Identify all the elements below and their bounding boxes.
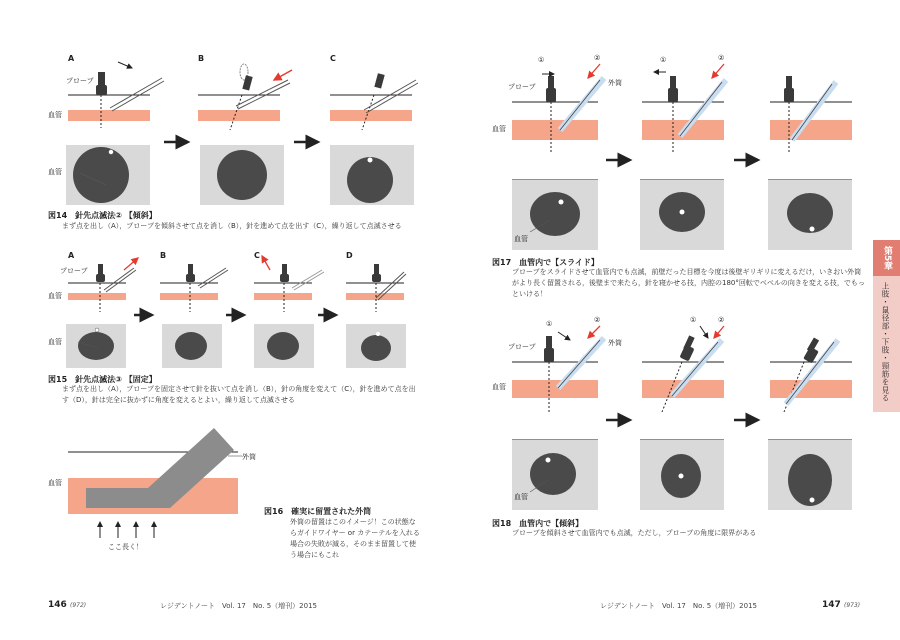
step-marker: ① bbox=[690, 316, 697, 324]
step-marker: ② bbox=[718, 54, 725, 62]
vessel-label: 血管 bbox=[514, 235, 528, 243]
fig17-caption-body: がより長く留置される，後壁まで来たら，針を寝かせる技，内腔の180°回転でベベルの向きを変える技，でもっ bbox=[512, 279, 865, 287]
fig18-ultrasound-views bbox=[512, 420, 852, 510]
fig14-ultrasound-views bbox=[66, 142, 414, 205]
fig15-ultrasound-views bbox=[66, 315, 406, 368]
step-marker: ① bbox=[546, 320, 553, 328]
outer-cannula-label: 外筒 bbox=[242, 453, 256, 461]
fig15-panel-b-side bbox=[160, 264, 228, 312]
fig15-panel-c-side bbox=[254, 256, 324, 312]
fig15-panel-label: C bbox=[254, 251, 260, 260]
step-marker: ② bbox=[718, 316, 725, 324]
page-ref: (973) bbox=[844, 602, 861, 609]
outer-cannula-label: 外筒 bbox=[608, 339, 622, 347]
chapter-heading: 第5章 bbox=[873, 240, 900, 276]
fig14-caption-body: まず点を出し（A），プローブを傾斜させて点を消し（B），針を進めて点を出す（C），繰り返して点滅させる bbox=[62, 222, 402, 230]
page-ref: (972) bbox=[70, 602, 87, 609]
fig14-panel-label: C bbox=[330, 54, 336, 63]
page-number: 146 bbox=[48, 600, 67, 610]
probe-label: プローブ bbox=[60, 267, 88, 275]
fig15-panel-label: B bbox=[160, 251, 167, 260]
fig17-side-views bbox=[512, 64, 852, 152]
probe-label: プローブ bbox=[508, 343, 536, 351]
fig15-caption-body: まず点を出し（A），プローブを固定させて針を抜いて点を消し（B），針の角度を変えて（C），針を進めて点を出 bbox=[62, 385, 416, 393]
fig17-caption-body: といける！ bbox=[512, 290, 547, 298]
fig16-caption-line: らガイドワイヤー or カテーテルを入れる bbox=[290, 529, 420, 537]
vessel-label: 血管 bbox=[48, 479, 62, 487]
fig17-panel-3-side bbox=[770, 76, 852, 152]
fig17-panel-1-side bbox=[512, 64, 604, 152]
fig14-panel-label: A bbox=[68, 54, 75, 63]
journal-footer: レジデントノート Vol. 17 No. 5（増刊）2015 bbox=[600, 602, 757, 610]
vessel-label: 血管 bbox=[492, 125, 506, 133]
fig14-side-views bbox=[68, 62, 418, 130]
step-marker: ② bbox=[594, 316, 601, 324]
step-marker: ② bbox=[594, 54, 601, 62]
fig15-caption-body: す（D），針は完全に抜かずに角度を変えるとよい，繰り返して点滅させる bbox=[62, 396, 295, 404]
fig16-caption-line: 外筒の留置はこのイメージ！この状態な bbox=[290, 518, 416, 526]
fig18-panel-3-side bbox=[770, 337, 852, 412]
chapter-subtitle: 上肢・鼠径部・下肢・頸筋を見る bbox=[881, 282, 890, 402]
fig16-caption-line: 場合の失敗が減る，そのまま留置して使 bbox=[290, 540, 416, 548]
fig17-caption-title: 図17 血管内で【スライド】 bbox=[492, 258, 599, 267]
fig15-panel-label: A bbox=[68, 251, 75, 260]
fig17-caption-body: プローブをスライドさせて血管内でも点滅，前壁だった目標を今度は後壁ギリギリに変えるだけ，いきおい外筒 bbox=[512, 268, 862, 276]
vessel-label: 血管 bbox=[48, 292, 62, 300]
fig14-panel-b-side bbox=[198, 64, 292, 130]
fig18-caption-body: プローブを傾斜させて血管内でも点滅，ただし，プローブの角度に限界がある bbox=[512, 529, 757, 537]
journal-footer: レジデントノート Vol. 17 No. 5（増刊）2015 bbox=[160, 602, 317, 610]
vessel-label: 血管 bbox=[48, 168, 62, 176]
fig18-panel-1-side bbox=[512, 326, 604, 412]
probe-label: プローブ bbox=[66, 77, 94, 85]
fig16-caption-line: う場合にもこれ bbox=[290, 551, 339, 559]
fig17-panel-2-side bbox=[642, 64, 726, 152]
fig15-caption-title: 図15 針先点滅法③ 【固定】 bbox=[48, 375, 157, 384]
outer-cannula-label: 外筒 bbox=[608, 79, 622, 87]
fig17-ultrasound-views bbox=[512, 160, 852, 250]
fig15-panel-label: D bbox=[346, 251, 353, 260]
arrow-note: ここ長く！ bbox=[108, 543, 143, 551]
fig15-side-views bbox=[68, 256, 406, 312]
vessel-label: 血管 bbox=[48, 111, 62, 119]
fig18-caption-title: 図18 血管内で【傾斜】 bbox=[492, 519, 584, 528]
fig18-side-views bbox=[512, 326, 852, 412]
fig14-caption-title: 図14 針先点滅法② 【傾斜】 bbox=[48, 211, 157, 220]
step-marker: ① bbox=[538, 56, 545, 64]
step-marker: ① bbox=[660, 56, 667, 64]
fig16-caption-title: 図16 確実に留置された外筒 bbox=[264, 507, 372, 516]
fig14-panel-label: B bbox=[198, 54, 205, 63]
fig16-illustration bbox=[68, 428, 242, 538]
fig14-panel-a-side bbox=[68, 62, 164, 128]
probe-label: プローブ bbox=[508, 83, 536, 91]
fig18-panel-2-side bbox=[642, 326, 724, 412]
vessel-label: 血管 bbox=[492, 383, 506, 391]
page-number: 147 bbox=[822, 600, 841, 610]
vessel-label: 血管 bbox=[48, 338, 62, 346]
fig14-panel-c-side bbox=[330, 73, 418, 130]
vessel-label: 血管 bbox=[514, 493, 528, 501]
fig15-panel-d-side bbox=[346, 264, 406, 312]
